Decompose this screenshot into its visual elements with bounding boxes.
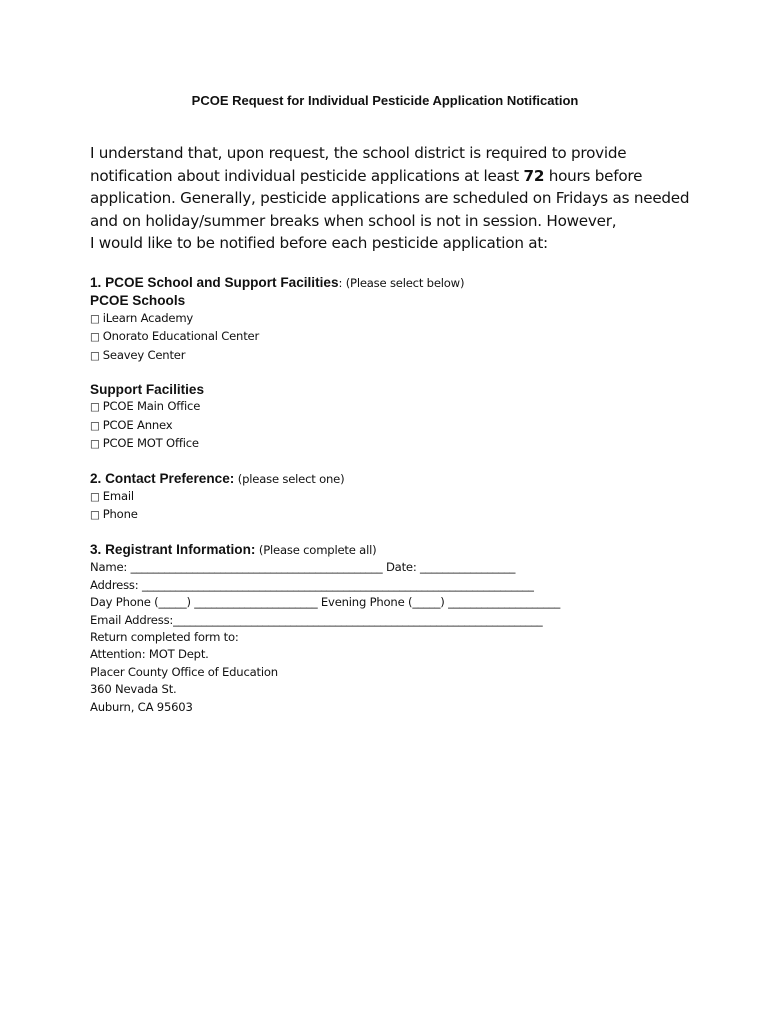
intro-paragraph [90,142,710,255]
notice-hours-value: 72 [523,166,545,185]
facility-option-main-office[interactable] [90,398,690,416]
section-3-header [90,541,690,559]
intro-line-2 [90,165,710,188]
request-form [90,274,690,716]
intro-line-2-start: notification about individual pesticide applications at least [90,166,524,185]
schools-heading: PCOE Schools [90,293,186,309]
spacer [90,365,690,381]
intro-line-1: I understand that, upon request, the school district is required to provide [90,144,627,162]
school-option-label: Onorato Educational Center [102,329,260,344]
spacer [90,525,690,541]
address-field[interactable]: Address: ______________________________________________________________________ [90,577,534,592]
return-line: Auburn, CA 95603 [90,699,193,714]
spacer [90,454,690,470]
facility-option-mot-office[interactable] [90,435,690,453]
email-address-field[interactable]: Email Address:__________________________________________________________________ [90,612,543,627]
section-2-note: (please select one) [234,471,345,486]
section-2-heading: 2. Contact Preference: [90,470,235,486]
contact-option-label: Email [102,489,134,504]
school-option-label: iLearn Academy [102,310,194,325]
return-line: Return completed form to: [90,629,239,644]
school-option-label: Seavey Center [102,347,186,362]
return-line: Attention: MOT Dept. [90,647,209,662]
section-1-note: : (Please select below) [338,276,465,290]
name-date-field[interactable]: Name: _____________________________________________ Date: _________________ [90,560,516,575]
facility-option-label: PCOE Main Office [102,399,201,414]
return-line: Placer County Office of Education [90,664,278,679]
checkbox-icon[interactable]: □ [90,401,100,414]
intro-line-2-end: hours before [544,166,643,185]
facility-option-annex[interactable] [90,417,690,435]
section-3-heading: 3. Registrant Information: [90,541,256,557]
contact-option-phone[interactable] [90,506,690,524]
section-2-header [90,470,690,488]
facility-option-label: PCOE MOT Office [102,436,199,451]
facilities-heading: Support Facilities [90,382,205,398]
contact-option-label: Phone [102,507,138,522]
checkbox-icon[interactable]: □ [90,491,100,504]
section-1-heading: 1. PCOE School and Support Facilities [90,275,339,290]
intro-line-5: I would like to be notified before each pesticide application at: [90,234,548,252]
checkbox-icon[interactable]: □ [90,312,100,325]
return-line: 360 Nevada St. [90,682,177,697]
section-1-header [90,274,690,292]
intro-line-3: application. Generally, pesticide applications are scheduled on Fridays as needed [90,189,690,207]
intro-line-4: and on holiday/summer breaks when school is not in session. However, [90,211,617,230]
checkbox-icon[interactable]: □ [90,438,100,451]
checkbox-icon[interactable]: □ [90,331,100,344]
school-option-onorato[interactable] [90,328,690,346]
section-3-note: (Please complete all) [255,542,377,557]
phone-fields[interactable]: Day Phone (_____) ______________________ Evening Phone (_____) ____________________ [90,595,561,610]
checkbox-icon[interactable]: □ [90,509,100,522]
school-option-seavey[interactable] [90,347,690,365]
facility-option-label: PCOE Annex [102,417,173,432]
school-option-ilearn[interactable] [90,310,690,328]
checkbox-icon[interactable]: □ [90,349,100,362]
document-title: PCOE Request for Individual Pesticide Application Notification [191,93,579,108]
contact-option-email[interactable] [90,488,690,506]
checkbox-icon[interactable]: □ [90,419,100,432]
